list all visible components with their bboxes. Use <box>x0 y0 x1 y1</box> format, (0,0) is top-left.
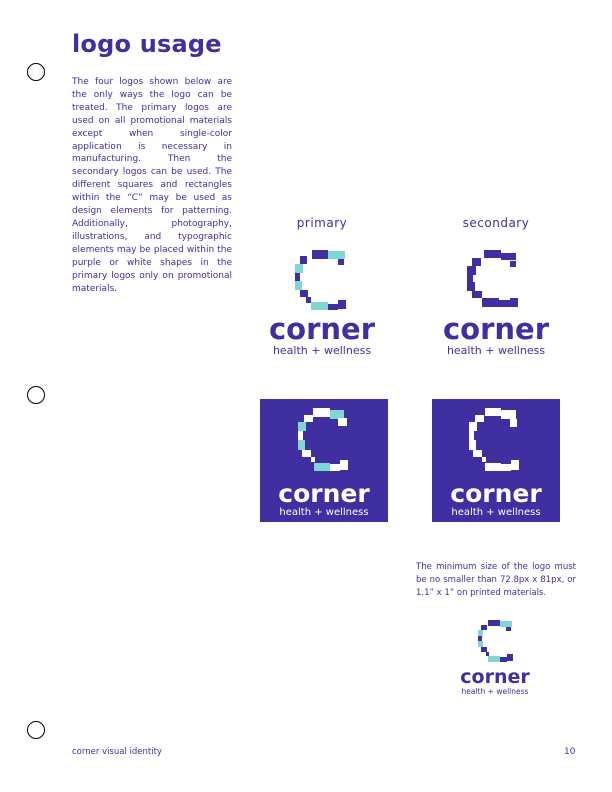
c-mark-icon <box>431 617 559 667</box>
logo-wordmark: corner <box>278 479 370 508</box>
intro-paragraph: The four logos shown below are the only ways the logo can be treated. The primary logos are used on all promotional materials except when single-color application is necessary in manufacturing. Then the secondary logos can be used. The different squares and rectangles within the “C” may be used as design elements for patterning. Additionally, photography, illustrations, and typographic elements may be placed within the purple or white shapes in the primary logos only on promotional materials. <box>72 77 232 294</box>
minimum-size-logo <box>431 617 559 696</box>
c-mark-icon <box>258 247 386 315</box>
primary-label: primary <box>296 216 348 230</box>
binder-hole-bottom <box>27 721 45 739</box>
c-mark-icon <box>260 406 388 478</box>
minimum-size-note: The minimum size of the logo must be no smaller than 72.8px x 81px, or 1.1” x 1” on printed materials. <box>416 562 576 598</box>
binder-hole-top <box>27 63 45 81</box>
binder-hole-middle <box>27 386 45 404</box>
secondary-logo-on-purple <box>432 399 560 522</box>
logo-tagline: health + wellness <box>446 344 546 357</box>
primary-logo-on-white <box>258 247 386 356</box>
logo-tagline: health + wellness <box>461 687 529 696</box>
logo-tagline: health + wellness <box>279 507 369 518</box>
logo-tagline: health + wellness <box>451 507 541 518</box>
logo-wordmark: corner <box>442 312 550 346</box>
logo-tagline: health + wellness <box>272 344 372 357</box>
page-number: 10 <box>564 747 576 757</box>
page-title: logo usage <box>72 30 222 58</box>
footer-document-title: corner visual identity <box>72 747 162 757</box>
logo-wordmark: corner <box>268 312 376 346</box>
primary-logo-on-purple <box>260 399 388 522</box>
logo-wordmark: corner <box>450 479 542 508</box>
secondary-label: secondary <box>462 216 530 230</box>
c-mark-icon <box>432 247 560 315</box>
logo-wordmark: corner <box>460 666 530 688</box>
c-mark-icon <box>432 406 560 478</box>
secondary-logo-on-white <box>432 247 560 356</box>
